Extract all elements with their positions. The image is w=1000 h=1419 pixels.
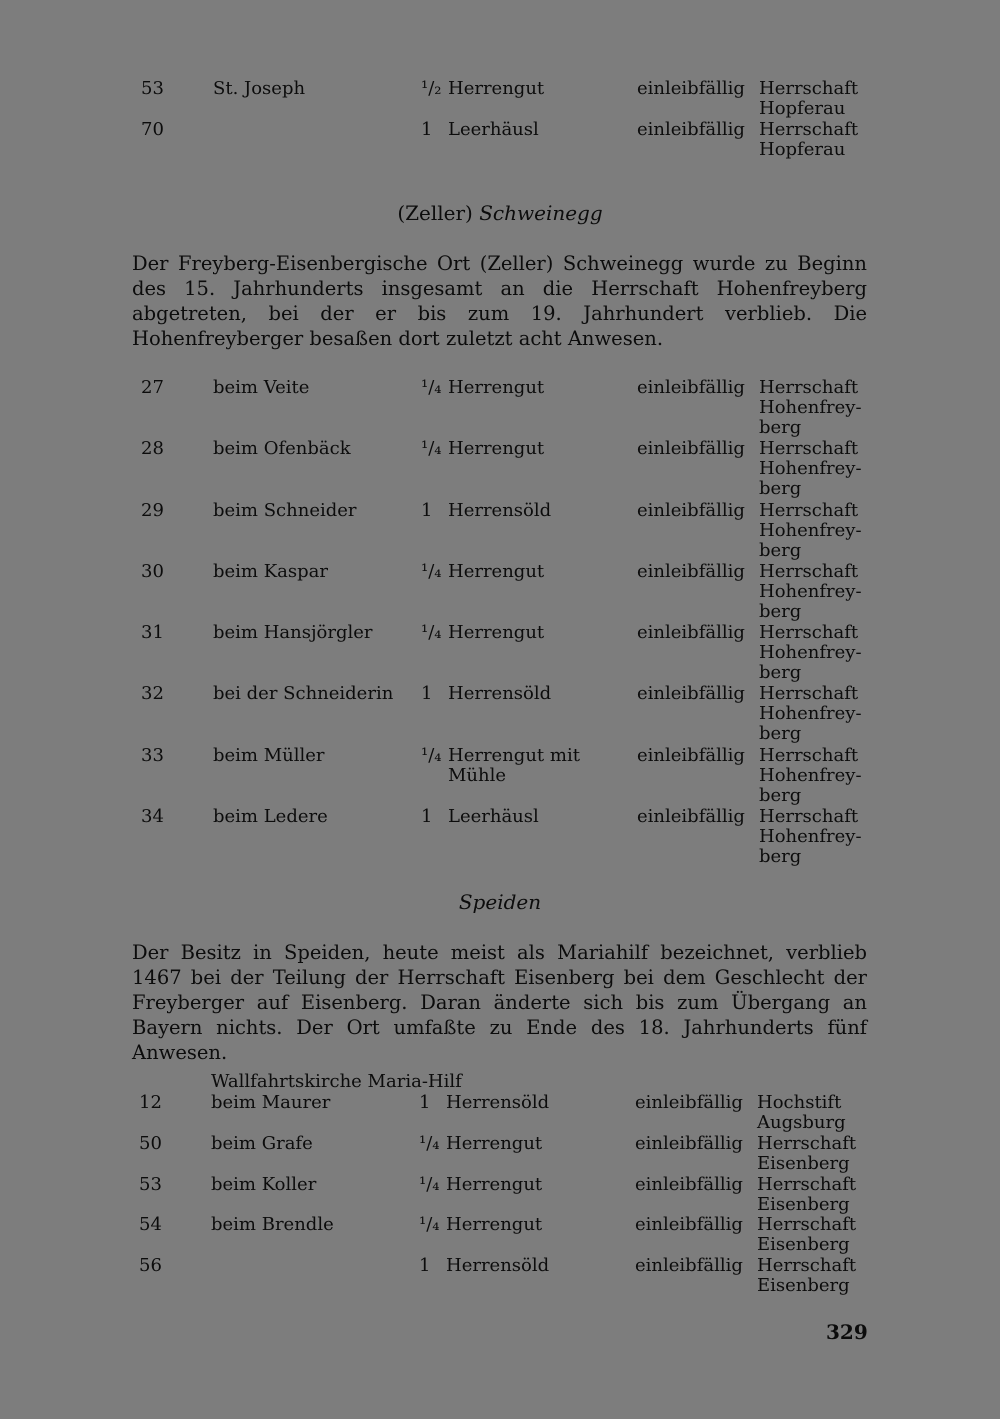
lord-line: Herrschaft <box>757 1214 857 1236</box>
size-fraction: ¹/₄ <box>421 744 442 766</box>
tenure-status: einleibfällig <box>635 1173 743 1195</box>
manorial-lord <box>759 684 862 744</box>
tenure-status: einleibfällig <box>635 1132 743 1154</box>
table-row <box>0 378 1000 439</box>
lord-line: Herrschaft <box>757 1255 857 1276</box>
estate-name: beim Koller <box>211 1173 317 1195</box>
estate-size <box>421 623 544 643</box>
estate-number: 28 <box>141 438 164 460</box>
table-row <box>0 562 1000 623</box>
size-type: Herrengut <box>446 1214 543 1236</box>
table-row <box>0 746 1000 807</box>
estate-number: 29 <box>141 499 164 521</box>
size-type: Herrengut <box>448 377 545 398</box>
estate-size <box>421 439 544 459</box>
estate-name: beim Hansjörgler <box>213 622 373 644</box>
estate-name: beim Ofenbäck <box>213 438 351 460</box>
size-type: Herrensöld <box>448 683 552 705</box>
section-heading-speiden <box>0 890 1000 914</box>
estate-size <box>419 1256 549 1276</box>
tenure-status: einleibfällig <box>637 744 745 766</box>
size-fraction: 1 <box>421 119 433 140</box>
lord-line: berg <box>759 662 802 684</box>
estate-number: 53 <box>139 1173 162 1195</box>
lord-line: Hohenfrey- <box>759 703 862 725</box>
table-row <box>0 120 1000 161</box>
tenure-status: einleibfällig <box>637 377 745 398</box>
lord-line: berg <box>759 846 802 868</box>
tenure-status: einleibfällig <box>635 1214 743 1236</box>
size-type: Herrengut <box>446 1173 543 1195</box>
estate-table-schweinegg <box>0 378 1000 868</box>
estate-number: 33 <box>141 744 164 766</box>
lord-line: Eisenberg <box>757 1234 850 1256</box>
paragraph-speiden: Der Besitz in Speiden, heute meist als Mariahilf bezeichnet, verblieb 1467 bei der Teilung der Herrschaft Eisenberg bei dem Geschlecht der Freyberger auf Eisenberg. Daran änderte sich bis zum Übergang an Bayern nichts. Der Ort umfaßte zu Ende des 18. Jahrhunderts fünf Anwesen. <box>132 941 867 1064</box>
table-row <box>0 1134 1000 1175</box>
tenure-status: einleibfällig <box>637 499 745 521</box>
estate-table-speiden <box>0 1093 1000 1297</box>
estate-size <box>421 378 544 398</box>
estate-size <box>421 807 539 827</box>
table-row <box>0 439 1000 500</box>
manorial-lord <box>757 1215 856 1255</box>
size-fraction: 1 <box>419 1092 431 1113</box>
page-number: 329 <box>826 1320 868 1344</box>
heading-italic-text: Speiden <box>458 890 542 914</box>
lord-line: Hopferau <box>759 98 846 119</box>
table-row <box>0 623 1000 684</box>
size-fraction: 1 <box>421 806 433 828</box>
size-type-continued: Mühle <box>448 764 507 786</box>
manorial-lord <box>759 79 858 119</box>
manorial-lord <box>757 1093 846 1133</box>
lord-line: Herrschaft <box>759 119 859 140</box>
size-fraction: ¹/₂ <box>421 78 442 99</box>
manorial-lord <box>759 746 862 806</box>
size-type: Herrengut <box>448 560 545 582</box>
tenure-status: einleibfällig <box>635 1255 743 1276</box>
size-fraction: 1 <box>421 683 433 705</box>
estate-number: 70 <box>141 119 164 140</box>
table-row <box>0 1215 1000 1256</box>
table-row <box>0 1175 1000 1216</box>
estate-size <box>421 684 551 704</box>
size-type: Leerhäusl <box>448 119 539 140</box>
church-note: Wallfahrtskirche Maria-Hilf <box>211 1071 462 1092</box>
size-type: Herrensöld <box>448 499 552 521</box>
manorial-lord <box>759 562 862 622</box>
size-type: Herrengut <box>448 78 545 99</box>
size-type: Herrengut mit <box>448 744 580 766</box>
lord-line: Herrschaft <box>759 744 859 766</box>
heading-plain-text: (Zeller) <box>397 201 480 225</box>
estate-number: 27 <box>141 377 164 398</box>
estate-number: 30 <box>141 560 164 582</box>
manorial-lord <box>757 1256 856 1296</box>
estate-table-hopferau <box>0 79 1000 161</box>
estate-size <box>419 1093 549 1113</box>
tenure-status: einleibfällig <box>637 806 745 828</box>
size-fraction: ¹/₄ <box>421 377 442 398</box>
lord-line: berg <box>759 417 802 438</box>
estate-name: St. Joseph <box>213 78 306 99</box>
lord-line: Hochstift <box>757 1092 842 1113</box>
lord-line: berg <box>759 478 802 500</box>
lord-line: Herrschaft <box>759 622 859 644</box>
estate-name: beim Grafe <box>211 1132 313 1154</box>
estate-number: 31 <box>141 622 164 644</box>
manorial-lord <box>759 501 862 561</box>
estate-name: beim Schneider <box>213 499 357 521</box>
paragraph-schweinegg: Der Freyberg-Eisenbergische Ort (Zeller) Schweinegg wurde zu Beginn des 15. Jahrhunderts insgesamt an die Herrschaft Hohenfreyberg abgetreten, bei der er bis zum 19. Jahrhundert verblieb. Die Hohenfreyberger besaßen dort zuletzt acht Anwesen. <box>132 252 867 350</box>
estate-number: 34 <box>141 806 164 828</box>
lord-line: Herrschaft <box>759 377 859 398</box>
manorial-lord <box>759 378 862 438</box>
tenure-status: einleibfällig <box>637 622 745 644</box>
lord-line: berg <box>759 723 802 745</box>
size-fraction: ¹/₄ <box>421 622 442 644</box>
lord-line: berg <box>759 539 802 561</box>
estate-number: 12 <box>139 1092 162 1113</box>
table-row <box>0 684 1000 745</box>
estate-size <box>421 79 544 99</box>
estate-name: beim Maurer <box>211 1092 331 1113</box>
lord-line: Hohenfrey- <box>759 397 862 418</box>
estate-size <box>419 1134 542 1154</box>
lord-line: Hohenfrey- <box>759 826 862 848</box>
tenure-status: einleibfällig <box>637 683 745 705</box>
table-row <box>0 1093 1000 1134</box>
tenure-status: einleibfällig <box>635 1092 743 1113</box>
size-fraction: ¹/₄ <box>421 560 442 582</box>
lord-line: Eisenberg <box>757 1193 850 1215</box>
lord-line: Hohenfrey- <box>759 580 862 602</box>
lord-line: Herrschaft <box>759 806 859 828</box>
size-type: Herrengut <box>448 438 545 460</box>
estate-name: beim Ledere <box>213 806 328 828</box>
estate-size <box>421 120 539 140</box>
section-heading-schweinegg <box>0 201 1000 225</box>
estate-size <box>421 746 580 786</box>
lord-line: Augsburg <box>757 1112 846 1133</box>
estate-size <box>421 562 544 582</box>
estate-size <box>421 501 551 521</box>
size-fraction: ¹/₄ <box>421 438 442 460</box>
lord-line: Hohenfrey- <box>759 764 862 786</box>
estate-name: bei der Schneiderin <box>213 683 394 705</box>
estate-number: 32 <box>141 683 164 705</box>
lord-line: Eisenberg <box>757 1275 850 1296</box>
manorial-lord <box>759 623 862 683</box>
lord-line: Herrschaft <box>759 560 859 582</box>
tenure-status: einleibfällig <box>637 438 745 460</box>
size-type: Leerhäusl <box>448 806 539 828</box>
tenure-status: einleibfällig <box>637 560 745 582</box>
manorial-lord <box>757 1134 856 1174</box>
lord-line: Hopferau <box>759 139 846 160</box>
manorial-lord <box>759 439 862 499</box>
estate-size <box>419 1215 542 1235</box>
manorial-lord <box>759 120 858 160</box>
estate-number: 56 <box>139 1255 162 1276</box>
size-fraction: 1 <box>419 1255 431 1276</box>
estate-size <box>419 1175 542 1195</box>
table-row <box>0 807 1000 868</box>
lord-line: Herrschaft <box>759 438 859 460</box>
lord-line: Herrschaft <box>757 1173 857 1195</box>
lord-line: Herrschaft <box>759 683 859 705</box>
size-fraction: 1 <box>421 499 433 521</box>
estate-name: beim Kaspar <box>213 560 328 582</box>
manorial-lord <box>759 807 862 867</box>
lord-line: Herrschaft <box>759 78 859 99</box>
tenure-status: einleibfällig <box>637 78 745 99</box>
estate-number: 53 <box>141 78 164 99</box>
size-type: Herrengut <box>448 622 545 644</box>
estate-name: beim Veite <box>213 377 310 398</box>
size-type: Herrengut <box>446 1132 543 1154</box>
estate-name: beim Brendle <box>211 1214 334 1236</box>
estate-name: beim Müller <box>213 744 325 766</box>
estate-number: 54 <box>139 1214 162 1236</box>
lord-line: Herrschaft <box>759 499 859 521</box>
size-fraction: ¹/₄ <box>419 1214 440 1236</box>
table-row <box>0 501 1000 562</box>
size-fraction: ¹/₄ <box>419 1173 440 1195</box>
lord-line: berg <box>759 784 802 806</box>
lord-line: berg <box>759 600 802 622</box>
lord-line: Herrschaft <box>757 1132 857 1154</box>
table-row <box>0 79 1000 120</box>
heading-italic-text: Schweinegg <box>479 201 603 225</box>
lord-line: Hohenfrey- <box>759 642 862 664</box>
manorial-lord <box>757 1175 856 1215</box>
estate-number: 50 <box>139 1132 162 1154</box>
lord-line: Hohenfrey- <box>759 519 862 541</box>
tenure-status: einleibfällig <box>637 119 745 140</box>
size-fraction: ¹/₄ <box>419 1132 440 1154</box>
size-type: Herrensöld <box>446 1255 550 1276</box>
lord-line: Hohenfrey- <box>759 458 862 480</box>
table-row <box>0 1256 1000 1297</box>
size-type: Herrensöld <box>446 1092 550 1113</box>
lord-line: Eisenberg <box>757 1152 850 1174</box>
